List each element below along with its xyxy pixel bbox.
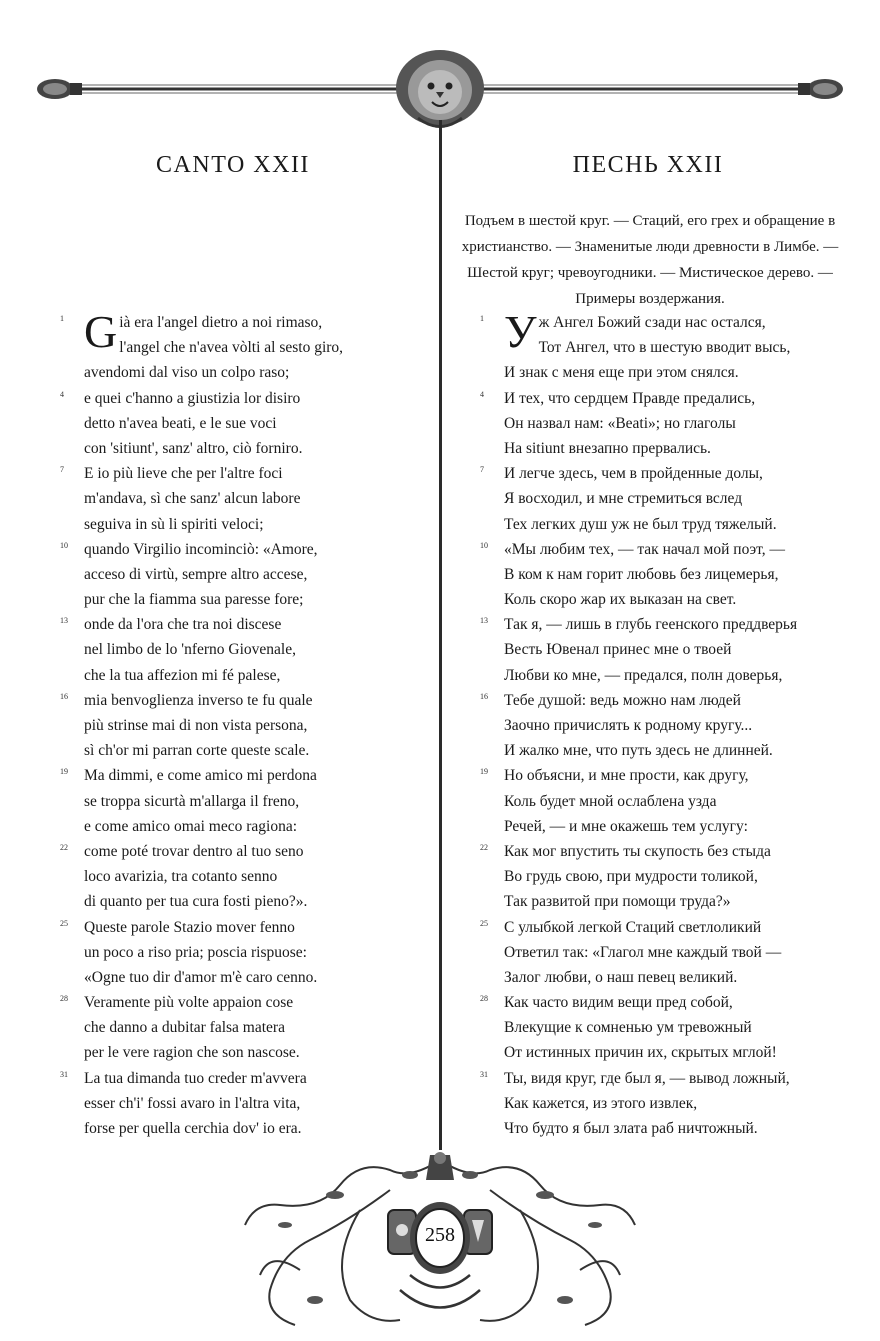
verse-number: 1 [480, 314, 484, 323]
verse-line: С улыбкой легкой Стаций светлоликий [504, 918, 762, 936]
verse-line: onde da l'ora che tra noi discese [84, 616, 282, 634]
verse-line: Я восходил, и мне стремиться вслед [504, 490, 743, 508]
verse-line: Ты, видя круг, где был я, — вывод ложный, [504, 1069, 790, 1087]
verse-number: 28 [60, 994, 68, 1004]
verse-line: Già era l'angel dietro a noi rimaso, [84, 306, 323, 357]
verse-number: 22 [480, 842, 488, 852]
verse-line: di quanto per tua cura fosti pieno?». [84, 893, 308, 911]
verse-line: sì ch'or mi parran corte queste scale. [84, 742, 310, 760]
verse-line: Во грудь свою, при мудрости толикой, [504, 868, 758, 886]
verse-number: 16 [480, 691, 488, 701]
canto-summary: Подъем в шестой круг. — Стаций, его грех и обращение в христианство. — Знаменитые люди древности в Лимбе. — Шестой круг; чревоугодники. — Мистическое дерево. — Примеры воздержания. [461, 213, 839, 307]
page-number: 258 [425, 1224, 455, 1246]
verse-line: l'angel che n'avea vòlti al sesto giro, [119, 339, 344, 357]
verse-line: avendomi dal viso un colpo raso; [84, 364, 290, 382]
verse-line: quando Virgilio incominciò: «Amore, [84, 540, 318, 558]
verse-line: Залог любви, о наш певец великий. [504, 968, 738, 986]
tercet [50, 1066, 390, 1142]
verse-line: come poté trovar dentro al tuo seno [84, 842, 304, 860]
verse-line: pur che la fiamma sua paresse fore; [84, 591, 304, 609]
verse-line: Любви ко мне, — предался, полн доверья, [504, 666, 783, 684]
verse-number: 19 [480, 767, 488, 777]
tercet [470, 386, 850, 462]
tercet [470, 461, 850, 537]
verse-line: esser ch'i' fossi avaro in l'altra vita, [84, 1094, 301, 1112]
tercet [50, 537, 390, 613]
verse-number: 22 [60, 842, 68, 852]
verse-number: 10 [60, 540, 68, 550]
verse-line: E io più lieve che per l'altre foci [84, 465, 283, 483]
verse-line: От истинных причин их, скрытых мглой! [504, 1044, 777, 1062]
verse-number: 7 [480, 465, 484, 475]
right-finial-icon [798, 79, 843, 99]
verse-number: 4 [480, 389, 484, 399]
verse-number: 4 [60, 389, 64, 399]
tercet [470, 990, 850, 1066]
verse-line: Тебе душой: ведь можно нам людей [504, 691, 741, 709]
tercet [470, 763, 850, 839]
verse-line: Ответил так: «Глагол мне каждый твой — [504, 943, 782, 961]
verse-line: e quei c'hanno a giustizia lor disiro [84, 389, 301, 407]
verse-line: Queste parole Stazio mover fenno [84, 918, 295, 936]
verse-number: 31 [480, 1069, 488, 1079]
verse-line: m'andava, sì che sanz' alcun labore [84, 490, 301, 508]
tercet [470, 839, 850, 915]
verse-number: 13 [480, 616, 488, 626]
verse-line: «Ogne tuo dir d'amor m'è caro cenno. [84, 968, 318, 986]
lion-mask-icon [396, 50, 484, 127]
verse-line: И жалко мне, что путь здесь не длинней. [504, 742, 773, 760]
verse-number: 25 [60, 918, 68, 928]
verse-line: Он назвал нам: «Beati»; но глаголы [504, 414, 736, 432]
verse-line: che la tua affezion mi fé palese, [84, 666, 281, 684]
verse-number: 19 [60, 767, 68, 777]
tercet [50, 763, 390, 839]
verse-line: И тех, что сердцем Правде предались, [504, 389, 756, 407]
tercet [50, 839, 390, 915]
tercet [50, 688, 390, 764]
verse-number: 1 [60, 314, 64, 323]
verse-line: Как мог впустить ты скупость без стыда [504, 842, 771, 860]
verse-line: Так развитой при помощи труда?» [504, 893, 731, 911]
verse-line: И легче здесь, чем в пройденные долы, [504, 465, 763, 483]
verse-line: В ком к нам горит любовь без лицемерья, [504, 565, 779, 583]
verse-line: nel limbo de lo 'nferno Giovenale, [84, 641, 296, 659]
verse-line: per le vere ragion che son nascose. [84, 1044, 300, 1062]
center-divider [439, 120, 442, 1150]
verse-line: Заочно причислять к родному кругу... [504, 717, 753, 734]
verse-line: se troppa sicurtà m'allarga il freno, [84, 792, 300, 810]
verse-line: acceso di virtù, sempre altro accese, [84, 565, 308, 583]
verse-line: Как часто видим вещи пред собой, [504, 994, 733, 1012]
verse-line: Но объясни, и мне прости, как другу, [504, 767, 749, 785]
verse-line: И знак с меня еще при этом снялся. [504, 364, 739, 382]
verse-line: Тот Ангел, что в шестую вводит высь, [538, 339, 791, 357]
verse-line: Коль будет мной ослаблена узда [504, 792, 717, 810]
verse-line: Veramente più volte appaion cose [84, 994, 294, 1012]
verse-line: Тех легких душ уж не был труд тяжелый. [504, 515, 777, 533]
tercet [50, 386, 390, 462]
verse-line: Весть Ювенал принес мне о твоей [504, 641, 732, 659]
verse-line: Уж Ангел Божий сзади нас остался, [504, 306, 766, 357]
tercet [470, 306, 850, 386]
urn-icon [426, 1152, 454, 1180]
verse-line: На sitiunt внезапно прервались. [504, 439, 711, 457]
tercet [470, 1066, 850, 1142]
verse-number: 25 [480, 918, 488, 928]
tercet [50, 915, 390, 991]
verse-line: La tua dimanda tuo creder m'avvera [84, 1069, 307, 1087]
verse-line: «Мы любим тех, — так начал мой поэт, — [504, 540, 786, 558]
verse-line: forse per quella cerchia dov' io era. [84, 1120, 302, 1137]
tercet [470, 537, 850, 613]
verse-line: Речей, — и мне окажешь тем услугу: [504, 817, 748, 835]
drop-cap: G [84, 306, 118, 357]
base-scroll-icon [400, 1275, 480, 1308]
verse-number: 28 [480, 994, 488, 1004]
italian-column [50, 306, 390, 1141]
verse-line: che danno a dubitar falsa matera [84, 1019, 285, 1037]
verse-line: Влекущие к сомненью ум тревожный [504, 1019, 752, 1037]
tercet [50, 306, 390, 386]
verse-number: 10 [480, 540, 488, 550]
tercet [50, 612, 390, 688]
verse-line: loco avarizia, tra cotanto senno [84, 868, 278, 886]
drop-cap: У [504, 306, 537, 357]
italian-title: CANTO XXII [156, 152, 310, 178]
verse-line: Что будто я был злата раб ничтожный. [504, 1120, 758, 1137]
russian-column [470, 306, 850, 1141]
russian-title: ПЕСНЬ XXII [572, 152, 724, 178]
verse-line: e come amico omai meco ragiona: [84, 817, 298, 835]
verse-number: 16 [60, 691, 68, 701]
left-finial-icon [37, 79, 82, 99]
tercet [470, 612, 850, 688]
verse-line: con 'sitiunt', sanz' altro, ciò forniro. [84, 439, 303, 457]
verse-line: detto n'avea beati, e le sue voci [84, 414, 277, 432]
verse-number: 31 [60, 1069, 68, 1079]
verse-line: più strinse mai di non vista persona, [84, 717, 308, 734]
verse-line: Так я, — лишь в глубь геенского преддверья [504, 616, 798, 634]
tercet [470, 688, 850, 764]
verse-line: mia benvoglienza inverso te fu quale [84, 691, 313, 709]
tercet [50, 990, 390, 1066]
tercet [50, 461, 390, 537]
verse-line: Как кажется, из этого извлек, [504, 1094, 698, 1112]
verse-number: 7 [60, 465, 64, 475]
tercet [470, 915, 850, 991]
verse-line: seguiva in sù li spiriti veloci; [84, 515, 264, 533]
verse-line: Коль скоро жар их выказан на свет. [504, 591, 737, 609]
verse-line: un poco a riso pria; poscia rispuose: [84, 943, 307, 961]
verse-line: Ma dimmi, e come amico mi perdona [84, 767, 317, 785]
verse-number: 13 [60, 616, 68, 626]
